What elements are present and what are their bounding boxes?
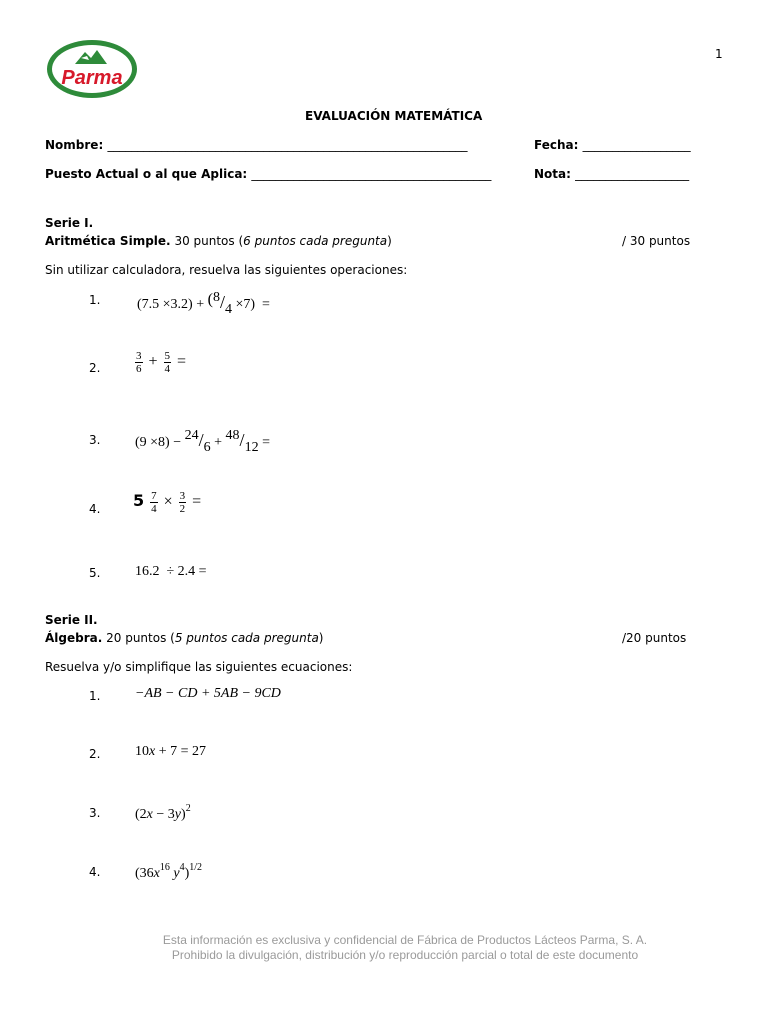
q1-expression: (7.5 ×3.2) + (8/4 ×7) = [137, 290, 270, 317]
serie1-instruction: Sin utilizar calculadora, resuelva las siguientes operaciones: [45, 263, 408, 277]
fecha-row [534, 138, 691, 152]
q3-expression: (9 ×8) − 24/6 + 48/12 = [135, 428, 270, 455]
logo-text: Parma [61, 67, 123, 89]
footer-confidential: Esta información es exclusiva y confidencial de Fábrica de Productos Lácteos Parma, S. A. [162, 933, 648, 947]
serie2-topic: Álgebra. [45, 631, 103, 645]
q2-expression: $\frac{3}{6}$ + $\frac{5}{4}$ = [136, 350, 187, 375]
serie2-heading: Serie II. [45, 613, 98, 627]
q5-number: 5. [89, 566, 101, 580]
serie1-points: 30 puntos [174, 234, 235, 248]
puesto-row [45, 167, 491, 181]
serie2-instruction: Resuelva y/o simplifique las siguientes ecuaciones: [45, 660, 353, 674]
q2-fraction-b: $\frac{5}{4}$ [164, 350, 171, 375]
a1-number: 1. [89, 689, 101, 703]
serie1-score: / 30 puntos [622, 234, 691, 248]
puesto-line: ________________________________________ [251, 167, 492, 181]
a2-number: 2. [89, 747, 101, 761]
a2-expression: 10x + 7 = 27 [135, 744, 207, 759]
a3-expression: $(2x - 3y)^2$ [135, 803, 191, 822]
nota-row [534, 167, 689, 181]
q2-number: 2. [89, 361, 101, 375]
serie2-note: 5 puntos cada pregunta [174, 631, 319, 645]
nombre-row [45, 138, 467, 152]
serie1-note: 6 puntos cada pregunta [243, 234, 388, 248]
q4-number: 4. [89, 502, 101, 516]
serie1-topic: Aritmética Simple. [45, 234, 171, 248]
serie2-score: /20 puntos [622, 631, 687, 645]
nombre-line: ____________________________________________________________ [107, 138, 468, 152]
page-title: EVALUACIÓN MATEMÁTICA [305, 109, 483, 123]
nota-label: Nota: [534, 167, 571, 181]
parma-logo [45, 38, 139, 100]
parma-logo-graphic [45, 38, 139, 100]
nota-line: ___________________ [575, 167, 690, 181]
q4-expression: 5 $\frac{7}{4}$ × $\frac{3}{2}$ = [133, 490, 202, 515]
q1-number: 1. [89, 293, 101, 307]
q2-fraction-a: $\frac{3}{6}$ [136, 350, 142, 375]
footer-prohibition: Prohibido la divulgación, distribución y/o reproducción parcial o total de este documento [171, 948, 639, 962]
a3-number: 3. [89, 806, 101, 820]
puesto-label: Puesto Actual o al que Aplica: [45, 167, 248, 181]
page-number: 1 [715, 47, 723, 61]
a4-number: 4. [89, 865, 101, 879]
fecha-label: Fecha: [534, 138, 579, 152]
serie1-heading: Serie I. [45, 216, 94, 230]
serie2-subheading: Álgebra. 20 puntos (5 puntos cada pregunta) [45, 631, 324, 645]
a1-expression: −AB − CD + 5AB − 9CD [135, 686, 281, 701]
serie2-points: 20 puntos [106, 631, 167, 645]
q5-expression: 16.2 ÷ 2.4 = [135, 564, 207, 579]
q3-number: 3. [89, 433, 101, 447]
nombre-label: Nombre: [45, 138, 104, 152]
serie1-subheading: Aritmética Simple. 30 puntos (6 puntos cada pregunta) [45, 234, 392, 248]
q4-fraction-b: $\frac{3}{2}$ [179, 490, 186, 515]
a4-expression: ($36x^{16}$ $y^4)^{1/2}$ [135, 862, 203, 881]
fecha-line: __________________ [582, 138, 691, 152]
q4-fraction-a: $\frac{7}{4}$ [151, 490, 157, 515]
